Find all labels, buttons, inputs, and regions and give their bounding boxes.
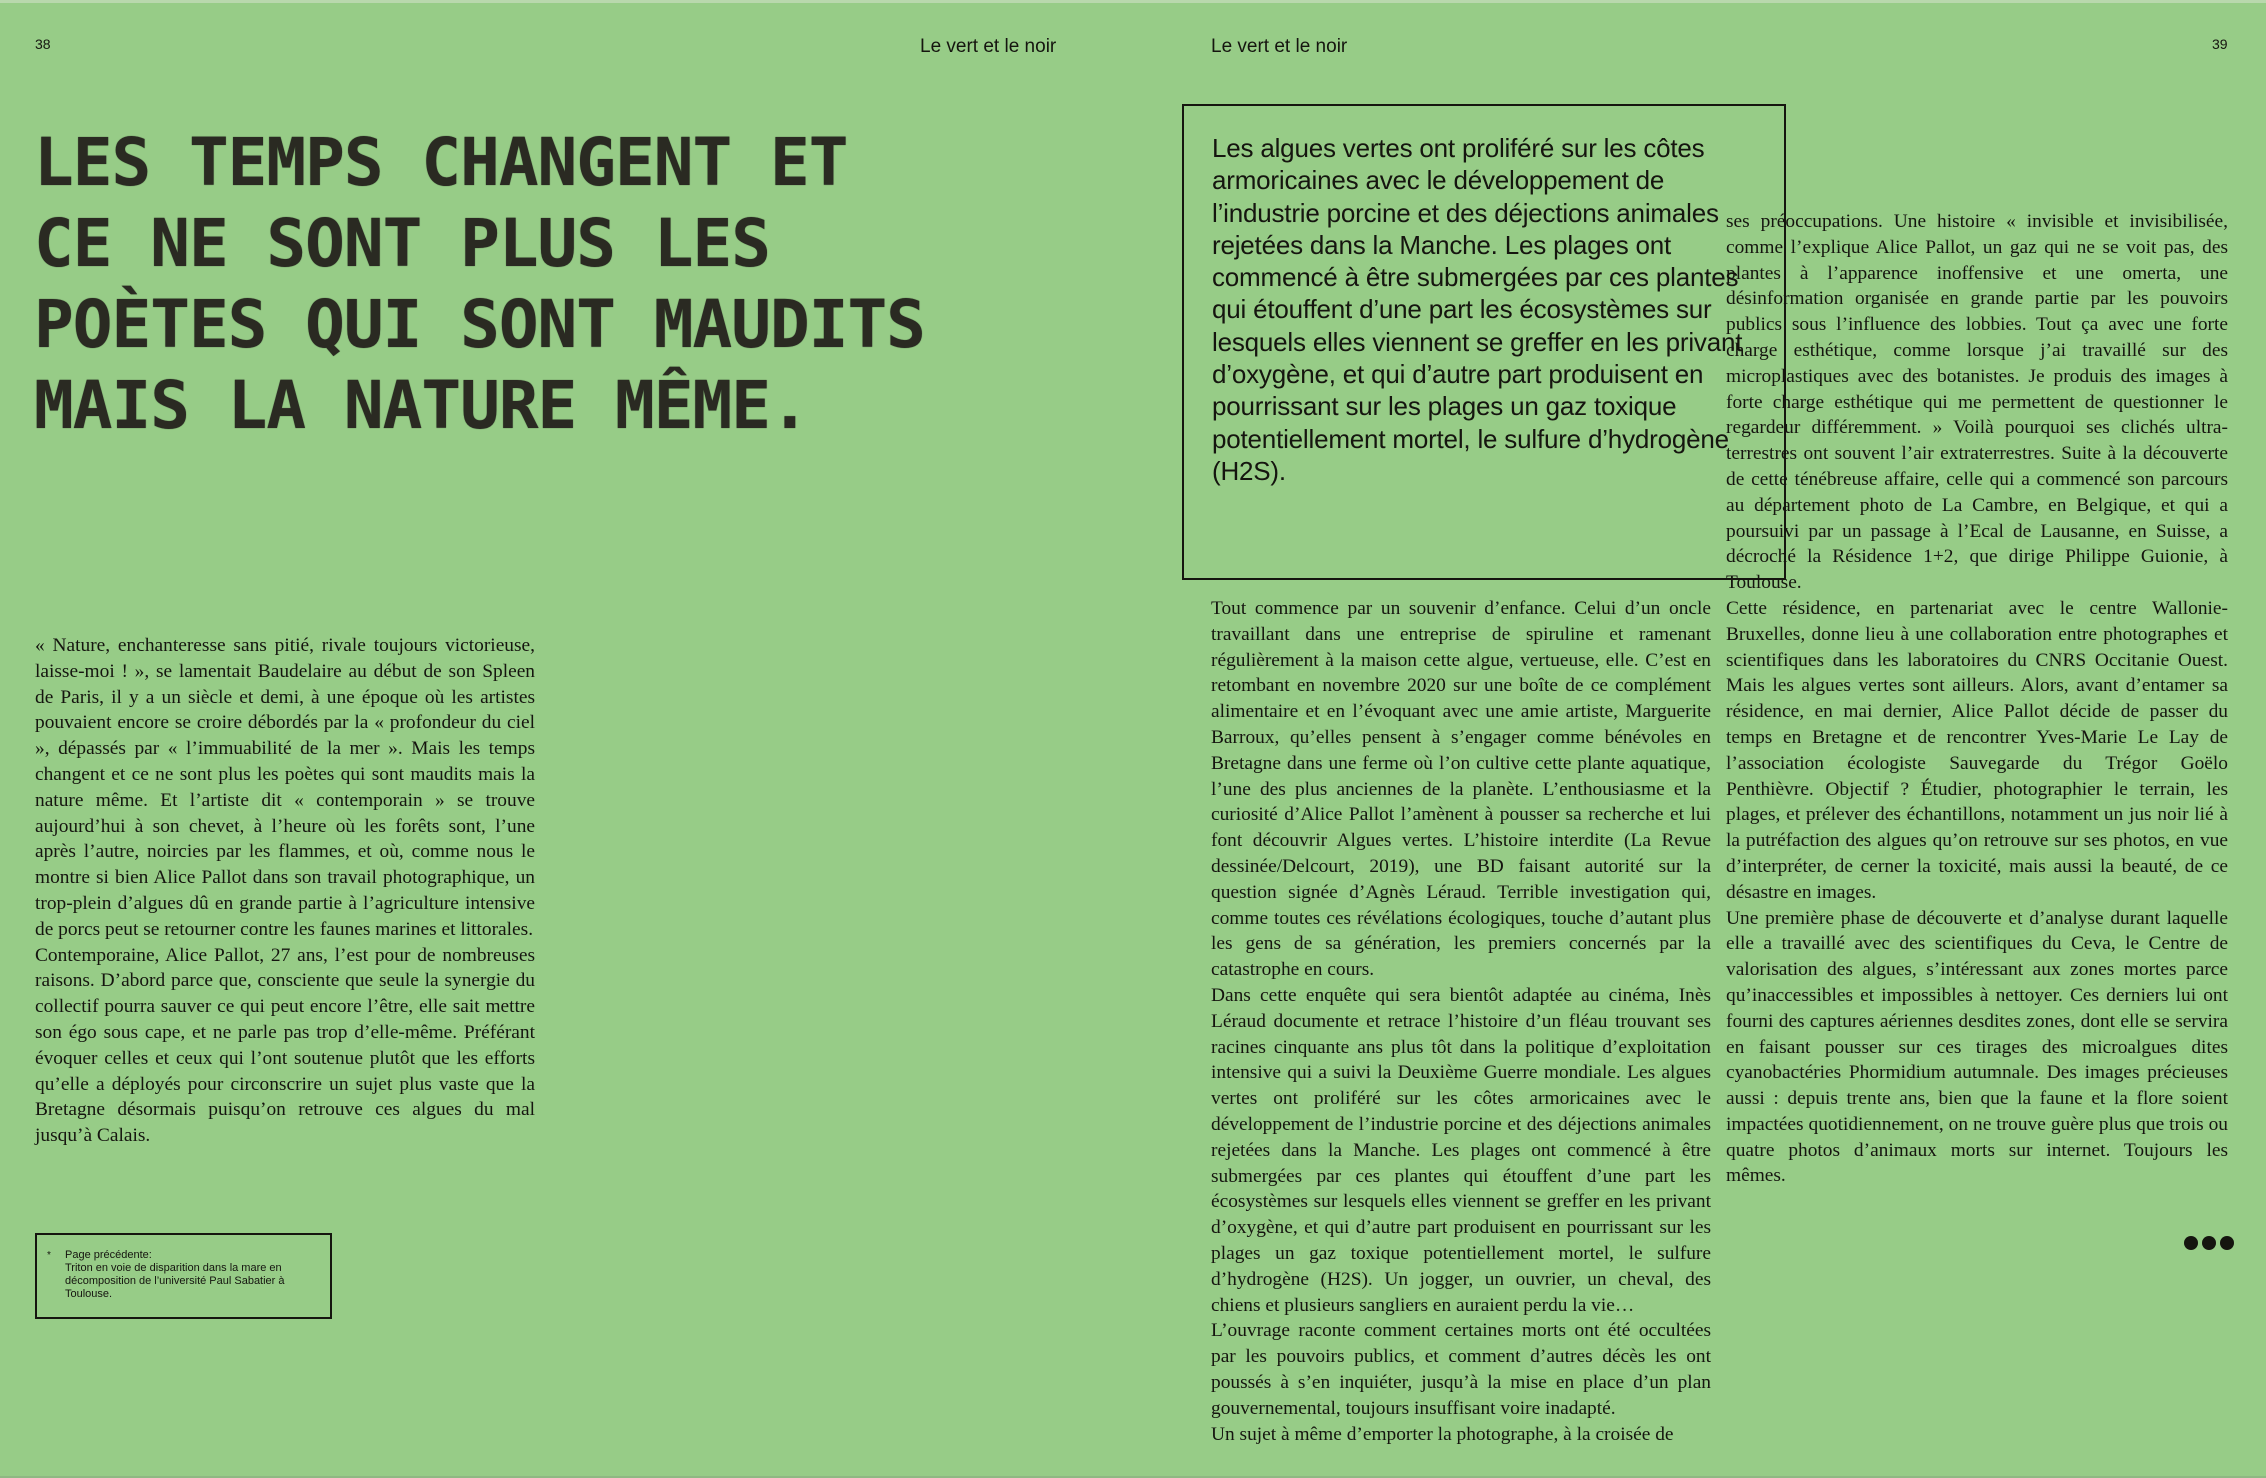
- dot-2: [2202, 1236, 2216, 1250]
- running-title-right: Le vert et le noir: [1211, 36, 1348, 57]
- right-col1-paragraph-1: Tout commence par un souvenir d’enfance. Celui d’un oncle travaillant dans une entreprise de spiruline et ramenant régulièrement à la maison cette algue, vertueuse, elle. C’est en retombant en novembre 2020 sur une boîte de ce complément alimentaire et en l’évoquant avec une amie artiste, Marguerite Barroux, qu’elles pensent à s’engager comme bénévoles en Bretagne dans une ferme où l’on cultive cette plante aquatique, l’une des plus anciennes de la planète. L’enthousiasme et la curiosité d’Alice Pallot l’amènent à pousser sa recherche et lui font découvrir Algues vertes. L’histoire interdite (La Revue dessinée/Delcourt, 2019), une BD faisant autorité sur la question signée d’Agnès Léraud. Terrible investigation qui, comme toutes ces révélations écologiques, touche d’autant plus les gens de sa génération, les premiers concernés par la catastrophe en cours.: [1211, 598, 1711, 981]
- right-col1-paragraph-2: Dans cette enquête qui sera bientôt adaptée au cinéma, Inès Léraud documente et retrace l’histoire d’un fléau trouvant ses racines cinquante ans plus tôt dans la politique d’exploitation intensive qui a suivi la Deuxième Guerre mondiale. Les algues vertes ont proliféré sur les côtes armoricaines avec le développement de l’industrie porcine et des déjections animales rejetées dans la Manche. Les plages ont commencé à être submergées par ces plantes qui étouffent d’une part les écosystèmes sur lesquels elles viennent se greffer en les privant d’oxygène, et qui d’autre part produisent en pourrissant sur les plages un gaz toxique potentiellement mortel, le sulfure d’hydrogène (H2S). Un jogger, un ouvrier, un cheval, des chiens et plusieurs sangliers en auraient perdu la vie…: [1211, 984, 1711, 1316]
- running-title-left: Le vert et le noir: [920, 36, 1057, 57]
- right-col1-paragraph-4: Un sujet à même d’emporter la photographe, à la croisée de: [1211, 1423, 1674, 1445]
- caption-text: Page précédente: Triton en voie de disparition dans la mare en décomposition de l’université Paul Sabatier à Toulouse.: [65, 1249, 285, 1300]
- lead-box: [1182, 104, 1786, 580]
- page-number-left: 38: [35, 36, 51, 52]
- three-dots-icon: [2184, 1236, 2234, 1250]
- left-paragraph-2: Contemporaine, Alice Pallot, 27 ans, l’est pour de nombreuses raisons. D’abord parce que, consciente que seule la synergie du collectif pourra sauver ce qui peut encore l’être, elle sait mettre son égo sous cape, et ne parle pas trop d’elle-même. Préférant évoquer celles et ceux qui l’ont soutenue plutôt que les efforts qu’elle a déployés pour circonscrire un sujet plus vaste que la Bretagne désormais puisqu’on retrouve ces algues du mal jusqu’à Calais.: [35, 944, 535, 1147]
- left-body-column: [35, 633, 535, 1149]
- right-col2-paragraph-2: Cette résidence, en partenariat avec le centre Wallonie-Bruxelles, donne lieu à une collaboration entre photographes et scientifiques dans les laboratoires du CNRS Occitanie Ouest. Mais les algues vertes sont ailleurs. Alors, avant d’entamer sa résidence, en mai dernier, Alice Pallot décide de passer du temps en Bretagne et de rencontrer Yves-Marie Le Lay de l’association écologiste Sauvegarde du Trégor Goëlo Penthièvre. Objectif ? Étudier, photographier le terrain, les plages, et prélever des échantillons, notamment un jus noir lié à la putréfaction des algues qu’on retrouve sur ses photos, en vue d’interpréter, de cerner la toxicité, mais aussi la beauté, de ce désastre en images.: [1726, 597, 2228, 903]
- right-body-column-1: [1211, 596, 1711, 1447]
- top-edge-line: [0, 0, 2266, 3]
- caption-box: [35, 1233, 332, 1319]
- right-body-column-2: [1726, 209, 2228, 1189]
- right-col2-paragraph-3: Une première phase de découverte et d’analyse durant laquelle elle a travaillé avec des scientifiques du Ceva, le Centre de valorisation des algues, s’intéressant aux zones mortes parce qu’inaccessibles et impossibles à nettoyer. Ces derniers lui ont fourni des captures aériennes desdites zones, dont elle se servira en faisant pousser sur ces tirages des microalgues dites cyanobactéries Phormidium autumnale. Des images précieuses aussi : depuis trente ans, bien que la faune et la flore soient impactées quotidiennement, on ne trouve guère plus que trois ou quatre photos d’animaux morts sur internet. Toujours les mêmes.: [1726, 907, 2228, 1187]
- caption-marker: *: [47, 1250, 51, 1261]
- dot-3: [2220, 1236, 2234, 1250]
- right-col1-paragraph-3: L’ouvrage raconte comment certaines morts ont été occultées par les pouvoirs publics, et comment d’autres décès les ont poussés à s’en inquiéter, jusqu’à la mise en place d’un plan gouvernemental, toujours insuffisant voire inadapté.: [1211, 1320, 1711, 1419]
- left-paragraph-1: « Nature, enchanteresse sans pitié, rivale toujours victorieuse, laisse-moi ! », se lamentait Baudelaire au début de son Spleen de Paris, il y a un siècle et demi, à une époque où les artistes pouvaient encore se croire débordés par la « profondeur du ciel », dépassés par « l’immuabilité de la mer ». Mais les temps changent et ce ne sont plus les poètes qui sont maudits mais la nature même. Et l’artiste dit « contemporain » se trouve aujourd’hui à son chevet, à l’heure où les forêts sont, l’une après l’autre, noircies par les flammes, et où, comme nous le montre si bien Alice Pallot dans son travail photographique, un trop-plein d’algues dû en grande partie à l’agriculture intensive de porcs peut se retourner contre les faunes marines et littorales.: [35, 635, 535, 940]
- page-number-right: 39: [2212, 36, 2228, 52]
- dot-1: [2184, 1236, 2198, 1250]
- headline: LES TEMPS CHANGENT ET CE NE SONT PLUS LES POÈTES QUI SONT MAUDITS MAIS LA NATURE MÊME.: [34, 124, 925, 444]
- right-col2-paragraph-1: ses préoccupations. Une histoire « invisible et invisibilisée, comme l’explique Alice Pallot, un gaz qui ne se voit pas, des plantes à l’apparence inoffensive et une omerta, une désinformation organisée en grande partie par les pouvoirs publics sous l’influence des lobbies. Tout ça avec une forte charge esthétique, comme lorsque j’ai travaillé sur des microplastiques avec des botanistes. Je produis des images à forte charge esthétique qui me permettent de questionner le regardeur différemment. » Voilà pourquoi ses clichés ultra-terrestres ont souvent l’air extraterrestres. Suite à la découverte de cette ténébreuse affaire, celle qui a commencé son parcours au département photo de La Cambre, en Belgique, et qui a poursuivi par un passage à l’Ecal de Lausanne, en Suisse, a décroché la Résidence 1+2, que dirige Philippe Guionie, à Toulouse.: [1726, 211, 2228, 594]
- lead-text: Les algues vertes ont proliféré sur les côtes armoricaines avec le développement de l’industrie porcine et des déjections animales rejetées dans la Manche. Les plages ont commencé à être submergées par ces plantes qui étouffent d’une part les écosystèmes sur lesquels elles viennent se greffer en les privant d’oxygène, et qui d’autre part produisent en pourrissant sur les plages un gaz toxique potentiellement mortel, le sulfure d’hydrogène (H2S).: [1212, 133, 1743, 486]
